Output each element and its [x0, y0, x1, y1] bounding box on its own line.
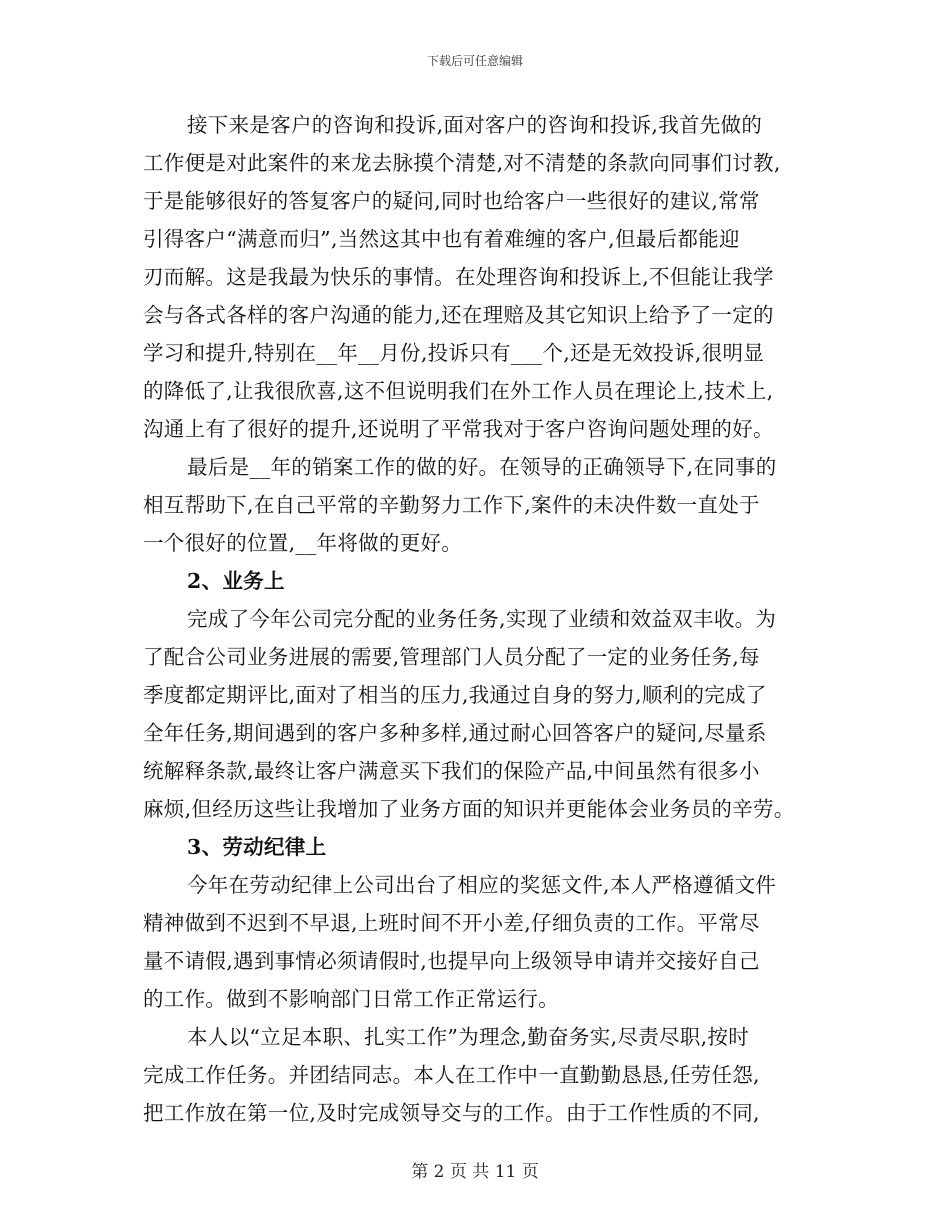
section-heading: 2、业务上 [187, 569, 285, 593]
text-line: 于是能够很好的答复客户的疑问,同时也给客户一些很好的建议,常常 [143, 189, 760, 213]
text-line: 完成了今年公司完分配的业务任务,实现了业绩和效益双丰收。为 [187, 607, 777, 631]
text-line: 今年在劳动纪律上公司出台了相应的奖惩文件,本人严格遵循文件 [187, 873, 777, 897]
text-line: 麻烦,但经历这些让我增加了业务方面的知识并更能体会业务员的辛劳。 [143, 797, 795, 821]
document-body [143, 106, 808, 1132]
text-line: 刃而解。这是我最为快乐的事情。在处理咨询和投诉上,不但能让我学 [143, 265, 774, 289]
page-number: 第 2 页 共 11 页 [411, 1162, 539, 1182]
text-line: 相互帮助下,在自己平常的辛勤努力工作下,案件的未决件数一直处于 [143, 493, 760, 517]
text-line: 沟通上有了很好的提升,还说明了平常我对于客户咨询问题处理的好。 [143, 417, 774, 441]
text-line: 工作便是对此案件的来龙去脉摸个清楚,对不清楚的条款向同事们讨教, [143, 151, 781, 175]
page-header: 下载后可任意编辑 [426, 54, 523, 68]
text-line: 全年任务,期间遇到的客户多种多样,通过耐心回答客户的疑问,尽量系 [143, 721, 767, 745]
section-heading: 3、劳动纪律上 [187, 835, 327, 859]
text-line: 统解释条款,最终让客户满意买下我们的保险产品,中间虽然有很多小 [143, 759, 760, 783]
text-line: 会与各式各样的客户沟通的能力,还在理赔及其它知识上给予了一定的 [143, 303, 774, 327]
text-line: 把工作放在第一位,及时完成领导交与的工作。由于工作性质的不同, [143, 1101, 760, 1125]
text-line: 本人以“立足本职、扎实工作”为理念,勤奋务实,尽责尽职,按时 [187, 1025, 750, 1049]
text-line: 的工作。做到不影响部门日常工作正常运行。 [143, 987, 559, 1011]
text-line: 精神做到不迟到不早退,上班时间不开小差,仔细负责的工作。平常尽 [143, 911, 760, 935]
text-line: 量不请假,遇到事情必须请假时,也提早向上级领导申请并交接好自己 [143, 949, 760, 973]
text-line: 了配合公司业务进展的需要,管理部门人员分配了一定的业务任务,每 [143, 645, 760, 669]
text-line: 完成工作任务。并团结同志。本人在工作中一直勤勤恳恳,任劳任怨, [143, 1063, 760, 1087]
text-line: 季度都定期评比,面对了相当的压力,我通过自身的努力,顺利的完成了 [143, 683, 767, 707]
text-line: 接下来是客户的咨询和投诉,面对客户的咨询和投诉,我首先做的 [187, 113, 763, 137]
text-line: 引得客户“满意而归”,当然这其中也有着难缠的客户,但最后都能迎 [143, 227, 740, 251]
text-line: 最后是__年的销案工作的做的好。在领导的正确领导下,在同事的 [187, 455, 777, 479]
text-line: 学习和提升,特别在__年__月份,投诉只有___个,还是无效投诉,很明显 [143, 341, 765, 365]
text-line: 的降低了,让我很欣喜,这不但说明我们在外工作人员在理论上,技术上, [143, 379, 774, 403]
text-line: 一个很好的位置,__年将做的更好。 [143, 531, 463, 555]
